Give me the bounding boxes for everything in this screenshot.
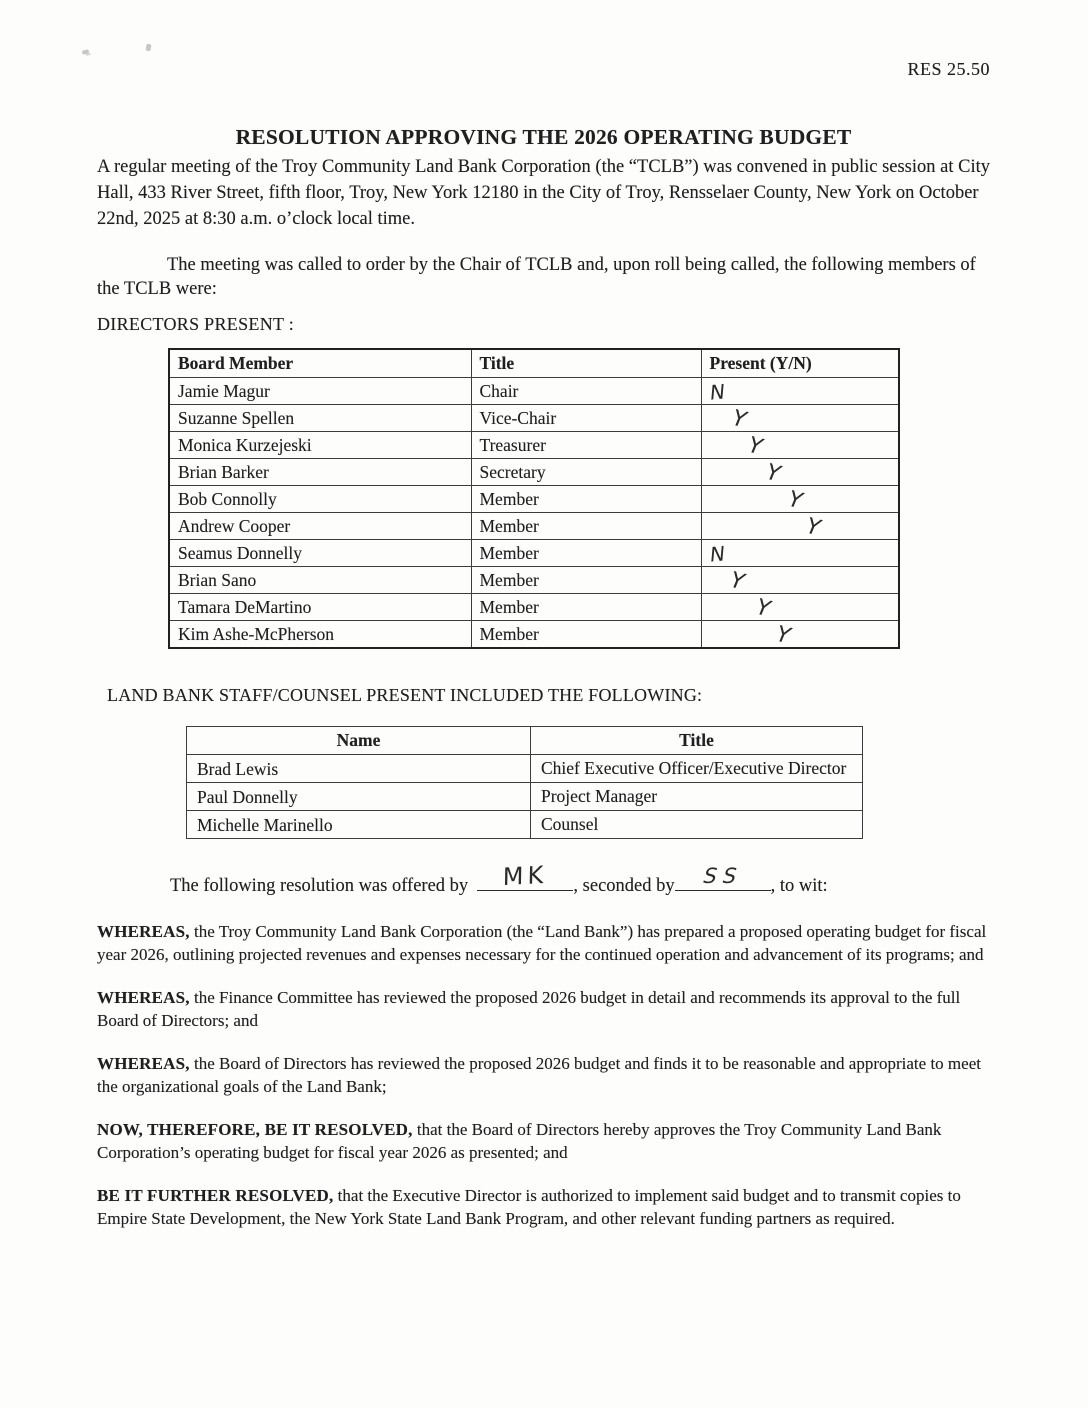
resolution-clause bbox=[97, 920, 990, 966]
board-member-title: Member bbox=[471, 540, 701, 567]
table-row bbox=[187, 755, 863, 783]
clause-lead: WHEREAS, bbox=[97, 1053, 190, 1073]
board-member-name: Monica Kurzejeski bbox=[169, 432, 471, 459]
staff-name: Brad Lewis bbox=[187, 755, 531, 783]
table-row bbox=[169, 432, 899, 459]
present-cell bbox=[701, 486, 899, 513]
staff-title: Chief Executive Officer/Executive Director bbox=[531, 755, 863, 783]
board-member-name: Seamus Donnelly bbox=[169, 540, 471, 567]
intro-paragraph-2: The meeting was called to order by the Chair of TCLB and, upon roll being called, the following members of the TCLB were: bbox=[97, 255, 976, 299]
board-member-title: Member bbox=[471, 486, 701, 513]
column-header-staff-title: Title bbox=[531, 727, 863, 755]
seconded-by-blank bbox=[675, 866, 771, 891]
staff-table-header bbox=[187, 727, 863, 755]
present-cell bbox=[701, 432, 899, 459]
resolution-clauses bbox=[97, 920, 990, 1230]
present-mark-handwritten: Y bbox=[783, 486, 806, 514]
staff-title: Counsel bbox=[531, 811, 863, 839]
present-mark-handwritten: Y bbox=[771, 621, 794, 649]
board-member-name: Jamie Magur bbox=[169, 378, 471, 405]
table-row bbox=[187, 783, 863, 811]
board-member-name: Kim Ashe-McPherson bbox=[169, 621, 471, 649]
table-row bbox=[169, 486, 899, 513]
resolution-clause bbox=[97, 1118, 990, 1164]
present-cell bbox=[701, 405, 899, 432]
board-member-name: Brian Sano bbox=[169, 567, 471, 594]
present-cell bbox=[701, 594, 899, 621]
present-mark-handwritten: Y bbox=[727, 405, 750, 433]
board-member-name: Suzanne Spellen bbox=[169, 405, 471, 432]
document-reference-number: RES 25.50 bbox=[907, 59, 990, 79]
staff-table-body bbox=[187, 755, 863, 839]
table-row bbox=[169, 513, 899, 540]
staff-counsel-heading: LAND BANK STAFF/COUNSEL PRESENT INCLUDED THE FOLLOWING: bbox=[107, 685, 703, 705]
column-header-title: Title bbox=[471, 349, 701, 378]
board-member-title: Member bbox=[471, 594, 701, 621]
offered-by-initials-handwritten: MK bbox=[502, 860, 548, 892]
board-member-title: Chair bbox=[471, 378, 701, 405]
staff-name: Michelle Marinello bbox=[187, 811, 531, 839]
table-row bbox=[169, 621, 899, 649]
staff-counsel-table bbox=[186, 726, 863, 839]
present-cell bbox=[701, 540, 899, 567]
table-row bbox=[169, 459, 899, 486]
resolution-clause bbox=[97, 986, 990, 1032]
board-member-title: Member bbox=[471, 621, 701, 649]
resolution-offered-line bbox=[97, 860, 990, 901]
present-mark-handwritten: Y bbox=[801, 513, 824, 541]
directors-present-table bbox=[168, 348, 900, 649]
board-member-title: Member bbox=[471, 567, 701, 594]
clause-lead: NOW, THEREFORE, BE IT RESOLVED, bbox=[97, 1119, 413, 1139]
present-cell bbox=[701, 378, 899, 405]
board-member-title: Secretary bbox=[471, 459, 701, 486]
board-member-name: Bob Connolly bbox=[169, 486, 471, 513]
present-mark-handwritten: Y bbox=[751, 594, 774, 622]
directors-table-header bbox=[169, 349, 899, 378]
seconded-by-initials-handwritten: SS bbox=[699, 864, 746, 888]
board-member-title: Vice-Chair bbox=[471, 405, 701, 432]
directors-present-heading: DIRECTORS PRESENT : bbox=[97, 314, 295, 334]
table-row bbox=[187, 811, 863, 839]
directors-table-body bbox=[169, 378, 899, 649]
scan-artifact bbox=[82, 49, 90, 55]
table-row bbox=[169, 540, 899, 567]
present-mark-handwritten: Y bbox=[743, 432, 766, 460]
table-row bbox=[169, 567, 899, 594]
board-member-title: Treasurer bbox=[471, 432, 701, 459]
clause-text: that the Board of Directors hereby approves the Troy Community Land Bank Corporation’s operating budget for fiscal year 2026 as presented; and bbox=[97, 1119, 942, 1162]
column-header-present: Present (Y/N) bbox=[701, 349, 899, 378]
clause-text: that the Executive Director is authorized to implement said budget and to transmit copies to Empire State Development, the New York State Land Bank Program, and other relevant funding partners as required. bbox=[97, 1185, 961, 1228]
column-header-name: Name bbox=[187, 727, 531, 755]
table-row bbox=[169, 405, 899, 432]
intro-paragraph-1: A regular meeting of the Troy Community Land Bank Corporation (the “TCLB”) was convened in public session at City Hall, 433 River Street, fifth floor, Troy, New York 12180 in the City of Troy, Rensselaer County, New York on October 22nd, 2025 at 8:30 a.m. o’clock local time. bbox=[97, 157, 990, 229]
staff-title: Project Manager bbox=[531, 783, 863, 811]
present-mark-handwritten: N bbox=[708, 540, 726, 567]
present-mark-handwritten: Y bbox=[761, 459, 784, 487]
clause-text: the Finance Committee has reviewed the proposed 2026 budget in detail and recommends its approval to the full Board of Directors; and bbox=[97, 987, 961, 1030]
present-cell bbox=[701, 513, 899, 540]
offered-by-blank bbox=[477, 860, 573, 892]
resolution-clause bbox=[97, 1052, 990, 1098]
column-header-board-member: Board Member bbox=[169, 349, 471, 378]
present-cell bbox=[701, 459, 899, 486]
board-member-title: Member bbox=[471, 513, 701, 540]
board-member-name: Brian Barker bbox=[169, 459, 471, 486]
clause-lead: WHEREAS, bbox=[97, 987, 190, 1007]
present-cell bbox=[701, 567, 899, 594]
resolution-clause bbox=[97, 1184, 990, 1230]
board-member-name: Tamara DeMartino bbox=[169, 594, 471, 621]
clause-text: the Board of Directors has reviewed the proposed 2026 budget and finds it to be reasonable and appropriate to meet the organizational goals of the Land Bank; bbox=[97, 1053, 981, 1096]
present-cell bbox=[701, 621, 899, 649]
resolution-title: RESOLUTION APPROVING THE 2026 OPERATING BUDGET bbox=[235, 125, 852, 149]
clause-text: the Troy Community Land Bank Corporation (the “Land Bank”) has prepared a proposed operating budget for fiscal year 2026, outlining projected revenues and expenses necessary for the continued operation and advancement of its programs; and bbox=[97, 921, 987, 964]
table-row bbox=[169, 594, 899, 621]
offered-prefix: The following resolution was offered by bbox=[170, 876, 469, 896]
board-member-name: Andrew Cooper bbox=[169, 513, 471, 540]
clause-lead: BE IT FURTHER RESOLVED, bbox=[97, 1185, 334, 1205]
offered-suffix: , to wit: bbox=[770, 876, 828, 896]
present-mark-handwritten: N bbox=[708, 378, 726, 405]
clause-lead: WHEREAS, bbox=[97, 921, 190, 941]
staff-name: Paul Donnelly bbox=[187, 783, 531, 811]
offered-middle: , seconded by bbox=[573, 876, 675, 896]
document-content bbox=[97, 0, 990, 1250]
present-mark-handwritten: Y bbox=[725, 567, 748, 595]
table-row bbox=[169, 378, 899, 405]
